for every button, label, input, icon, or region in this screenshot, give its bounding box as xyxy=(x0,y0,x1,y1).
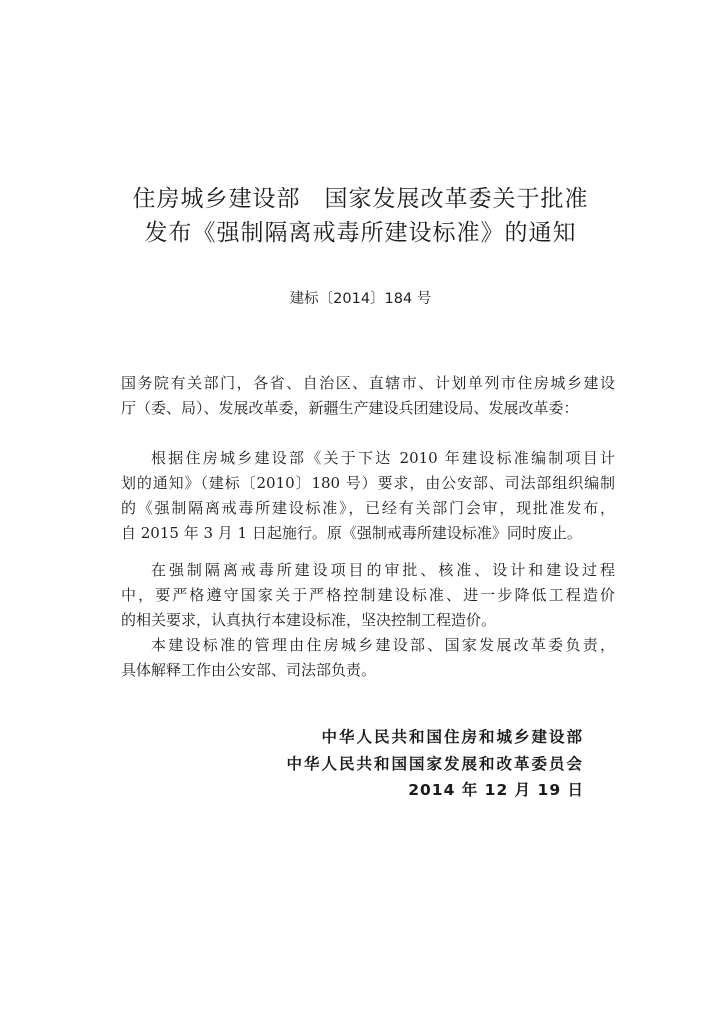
document-number: 建标〔2014〕184 号 xyxy=(289,291,432,307)
paragraph-line: 自 2015 年 3 月 1 日起施行。原《强制戒毒所建设标准》同时废止。 xyxy=(121,524,582,542)
addressee-line: 国务院有关部门，各省、自治区、直辖市、计划单列市住房城乡建设 xyxy=(121,374,615,392)
addressee-paragraph xyxy=(121,371,615,421)
addressee-line: 厅（委、局）、发展改革委，新疆生产建设兵团建设局、发展改革委： xyxy=(121,399,579,417)
paragraph-line: 根据住房城乡建设部《关于下达 2010 年建设标准编制项目计 xyxy=(151,449,615,467)
paragraph-line: 在强制隔离戒毒所建设项目的审批、核准、设计和建设过程 xyxy=(151,561,615,579)
paragraph-line: 中，要严格遵守国家关于严格控制建设标准、进一步降低工程造价 xyxy=(121,586,615,604)
paragraph-line: 的相关要求，认真执行本建设标准，坚决控制工程造价。 xyxy=(121,611,497,629)
issuer-ministry-housing: 中华人民共和国住房和城乡建设部 xyxy=(321,728,584,746)
paragraph-line: 的《强制隔离戒毒所建设标准》，已经有关部门会审，现批准发布， xyxy=(121,499,615,517)
notice-title-line-1: 住房城乡建设部 国家发展改革委关于批准 xyxy=(132,186,589,212)
issue-date: 2014 年 12 月 19 日 xyxy=(408,781,584,799)
paragraph-line: 划的通知》（建标〔2010〕180 号）要求，由公安部、司法部组织编制 xyxy=(121,474,615,492)
body-paragraph-1 xyxy=(121,446,615,546)
body-paragraph-3 xyxy=(121,633,615,683)
paragraph-line: 本建设标准的管理由住房城乡建设部、国家发展改革委负责， xyxy=(151,636,615,654)
paragraph-line: 具体解释工作由公安部、司法部负责。 xyxy=(121,661,377,679)
notice-title-line-2: 发布《强制隔离戒毒所建设标准》的通知 xyxy=(144,220,577,246)
body-paragraph-2 xyxy=(121,558,615,633)
issuer-ndrc: 中华人民共和国国家发展和改革委员会 xyxy=(286,755,584,773)
